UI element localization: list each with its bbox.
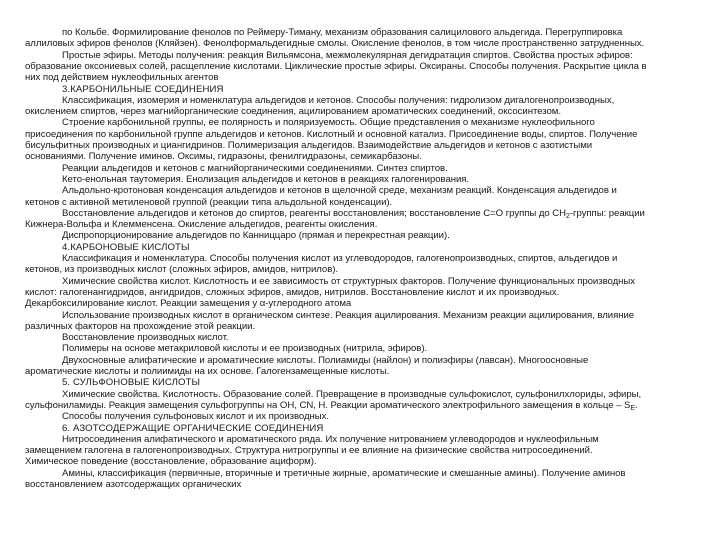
paragraph-line: кетонов, из производных кислот (сложных эфиров, амидов, нитрилов). (25, 264, 339, 276)
paragraph-line: бисульфитных производных и циангидринов. Полимеризация альдегидов. Взаимодействие альдегидов и кетонов с азотистыми (25, 140, 593, 151)
paragraph-line: Классификация и номенклатура. Способы получения кислот из углеводородов, галогенопроизводных, спиртов, альдегидов и (62, 253, 618, 264)
paragraph-line: ароматические кислоты и полиимиды на их основе. Галогензамещенные кислоты. (25, 366, 390, 377)
paragraph-line (25, 400, 638, 411)
paragraph-line: Использование производных кислот в органическом синтезе. Реакция ацилирования. Механизм реакции ацилирования, влияние (62, 309, 635, 321)
paragraph-line: Простые эфиры. Методы получения: реакция Вильямсона, межмолекулярная дегидратация спиртов. Свойства простых эфиров: (62, 49, 633, 61)
section-heading: 5. СУЛЬФОНОВЫЕ КИСЛОТЫ (62, 377, 201, 389)
paragraph-line: Кижнера-Вольфа и Клемменсена. Окисление альдегидов, реагенты окисления. (25, 219, 378, 231)
text-segment: Восстановление альдегидов и кетонов до спиртов, реагенты восстановления; восстановление С=О группы до СН (62, 207, 567, 219)
paragraph-line: кетонов с активной метиленовой группой (реакции типа альдольной конденсации). (25, 196, 393, 208)
section-heading: 6. АЗОТСОДЕРЖАЩИЕ ОРГАНИЧЕСКИЕ СОЕДИНЕНИЯ (62, 422, 324, 434)
text-segment: сульфониламиды. Реакция замещения сульфогруппы на ОН, CN, H. Реакции ароматического электрофильного замещения в кольце – S (25, 399, 631, 411)
paragraph-line: основаниями. Получение иминов. Оксимы, гидразоны, фенилгидразоны, семикарбазоны. (25, 151, 422, 163)
paragraph-line: окислением спиртов, через магнийорганические соединения, ацилированием ароматических соединений, оксосинтезом. (25, 106, 561, 118)
paragraph-line: кислот: галогенангидридов, ангидридов, сложных эфиров, амидов, нитрилов. Восстановление кислот и их производных. (25, 286, 560, 298)
paragraph-line: Кето-енольная таутомерия. Енолизация альдегидов и кетонов в реакциях галогенирования. (62, 173, 470, 185)
section-heading: 3.КАРБОНИЛЬНЫЕ СОЕДИНЕНИЯ (62, 83, 224, 95)
subscript: 2 (566, 212, 570, 220)
section-heading: 4.КАРБОНОВЫЕ КИСЛОТЫ (62, 241, 190, 253)
paragraph-line: Восстановление производных кислот. (62, 332, 229, 344)
paragraph-line: Способы получения сульфоновых кислот и их производных. (62, 411, 329, 423)
paragraph-line: Нитросоединения алифатического и ароматического ряда. Их получение нитрованием углеводородов и нуклеофильным (62, 433, 599, 445)
paragraph-line: Классификация, изомерия и номенклатура альдегидов и кетонов. Способы получения: гидролизом дигалогенопроизводных, (62, 94, 615, 106)
paragraph-line: Строение карбонильной группы, ее полярность и поляризуемость. Общие представления о механизме нуклеофильного (62, 117, 595, 129)
subscript: E (630, 404, 636, 412)
paragraph-line: образование оксониевых солей, расщепление кислотами. Циклические простые эфиры. Оксираны. Способы получения. Раскрытие цикла в (25, 60, 647, 72)
paragraph-line: Химические свойства кислот. Кислотность и ее зависимость от структурных факторов. Получение функциональных производных (62, 275, 635, 287)
text-segment: -группы: реакции (569, 207, 645, 219)
paragraph-line: Декарбоксилирование кислот. Реакции замещения у α-углеродного атома (25, 298, 352, 310)
text-segment: . (635, 399, 638, 411)
paragraph-line: Диспропорционирование альдегидов по Канниццаро (прямая и перекрестная реакции). (62, 230, 450, 242)
paragraph-line: Полимеры на основе метакриловой кислоты и ее производных (нитрила, эфиров). (62, 343, 428, 355)
paragraph-line: различных факторов на прохождение этой реакции. (25, 320, 256, 332)
paragraph-line: них под действием нуклеофильных агентов (25, 72, 219, 84)
paragraph-line: Двухосновные алифатические и ароматические кислоты. Полиамиды (найлон) и полиэфиры (лавсан). Многоосновные (62, 354, 589, 366)
paragraph-line: восстановлением азотсодержащих органических (25, 479, 242, 490)
paragraph-line (62, 208, 645, 219)
paragraph-line: аллиловых эфиров фенолов (Кляйзен). Фенолформальдегидные смолы. Окисление фенолов, в том числе пространственно затрудненных. (25, 38, 645, 50)
paragraph-line: Альдольно-кротоновая конденсация альдегидов и кетонов в щелочной среде, механизм реакций. Конденсация альдегидов и (62, 185, 617, 197)
paragraph-line: Реакции альдегидов и кетонов с магнийорганическими соединениями. Синтез спиртов. (62, 162, 448, 174)
paragraph-line: Амины, классификация (первичные, вторичные и третичные жирные, ароматические и смешанные амины). Получение аминов (62, 467, 626, 479)
paragraph-line: замещением галогена в галогенопроизводных. Структура нитрогруппы и ее влияние на физические свойства нитросоединений. (25, 445, 593, 457)
paragraph-line: по Кольбе. Формилирование фенолов по Реймеру-Тиману, механизм образования салицилового альдегида. Перегруппировка (62, 27, 623, 38)
paragraph-line: присоединения по карбонильной группе альдегидов и кетонов. Кислотный и основной катализ. Присоединение воды, спиртов. Получение (25, 128, 638, 140)
paragraph-line: Химические свойства. Кислотность. Образование солей. Превращение в производные сульфокислот, сульфонилхлориды, эфиры, (62, 388, 642, 400)
paragraph-line: Химическое поведение (восстановление, образование ациформ). (25, 456, 317, 468)
